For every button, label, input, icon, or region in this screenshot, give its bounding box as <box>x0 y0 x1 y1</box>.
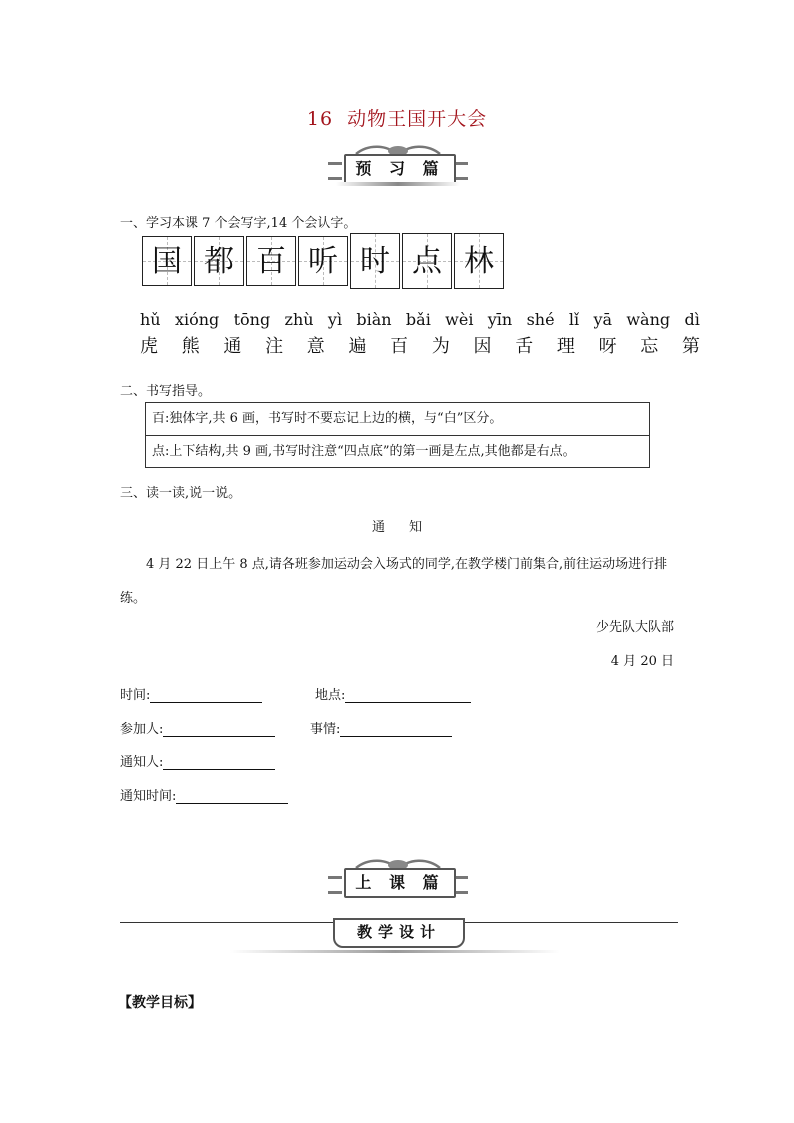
banner-wing-left <box>328 162 342 180</box>
participants-blank[interactable] <box>163 722 275 737</box>
write-char: 百 <box>256 244 286 279</box>
recognize-char: 注 <box>265 336 284 357</box>
pinyin: xióng <box>174 310 220 329</box>
divider-shadow <box>230 950 560 953</box>
time-field <box>120 684 262 703</box>
notice-signer: 少先队大队部 <box>595 620 674 635</box>
recognize-char: 百 <box>390 336 409 357</box>
writing-cell <box>402 233 452 289</box>
participants-label: 参加人: <box>120 722 164 737</box>
matter-label: 事情: <box>310 722 341 737</box>
write-char: 时 <box>360 244 390 279</box>
recognize-char: 因 <box>473 336 492 357</box>
writing-cell <box>194 236 244 286</box>
pinyin: yì <box>327 310 343 329</box>
class-banner <box>328 858 468 902</box>
writing-cell <box>350 233 400 289</box>
time-label: 时间: <box>120 688 151 703</box>
notice-date: 4 月 20 日 <box>610 654 674 669</box>
time-blank[interactable] <box>150 688 262 703</box>
pinyin: bǎi <box>405 310 431 329</box>
hanzi-row <box>140 332 700 358</box>
writing-cell <box>454 233 504 289</box>
pinyin: yīn <box>487 310 513 329</box>
recognize-char: 意 <box>306 336 325 357</box>
writing-cell <box>142 236 192 286</box>
preview-banner-label: 预 习 篇 <box>344 154 456 184</box>
recognize-char: 为 <box>431 336 450 357</box>
section3-heading: 三、读一读,说一说。 <box>120 486 242 501</box>
recognize-char: 理 <box>556 336 575 357</box>
notice-body: 4 月 22 日上午 8 点,请各班参加运动会入场式的同学,在教学楼门前集合,前往运动场进行排练。 <box>120 557 668 606</box>
lesson-number: 16 <box>306 108 334 130</box>
pinyin: wèi <box>445 310 474 329</box>
recognize-char: 忘 <box>640 336 659 357</box>
recognize-char: 通 <box>223 336 242 357</box>
writing-grid <box>142 236 506 289</box>
notifier-blank[interactable] <box>163 755 275 770</box>
matter-field <box>310 718 452 737</box>
write-char: 都 <box>204 244 234 279</box>
pinyin: hǔ <box>140 310 161 329</box>
write-char: 林 <box>464 244 494 279</box>
lesson-name: 动物王国开大会 <box>347 108 488 130</box>
write-char: 国 <box>152 244 182 279</box>
place-field <box>315 684 471 703</box>
class-banner-label: 上 课 篇 <box>344 868 456 898</box>
recognize-char: 遍 <box>348 336 367 357</box>
banner-wing-left <box>328 876 342 894</box>
notice-title: 通知 <box>371 520 446 535</box>
recognize-char: 熊 <box>181 336 200 357</box>
banner-shadow <box>336 182 460 186</box>
recognize-char: 虎 <box>140 336 158 357</box>
pinyin: tōng <box>233 310 271 329</box>
notify-time-field <box>120 785 288 804</box>
pinyin: shé <box>526 310 555 329</box>
teaching-design-tab: 教学设计 <box>333 918 465 948</box>
place-label: 地点: <box>315 688 346 703</box>
writing-cell <box>298 236 348 286</box>
section2-heading: 二、书写指导。 <box>120 384 212 399</box>
pinyin-row <box>140 310 700 329</box>
notify-time-label: 通知时间: <box>120 789 177 804</box>
recognize-char: 第 <box>681 336 700 357</box>
matter-blank[interactable] <box>340 722 452 737</box>
write-char: 点 <box>412 244 442 279</box>
pinyin: wàng <box>626 310 671 329</box>
pinyin: biàn <box>356 310 392 329</box>
objectives-heading: 【教学目标】 <box>118 995 202 1011</box>
participants-field <box>120 718 275 737</box>
notifier-field <box>120 751 275 770</box>
pinyin: dì <box>684 310 700 329</box>
pinyin: zhù <box>284 310 314 329</box>
notify-time-blank[interactable] <box>176 789 288 804</box>
recognize-char: 舌 <box>515 336 534 357</box>
writing-cell <box>246 236 296 286</box>
writing-guide-table <box>145 402 650 468</box>
guide-row: 百:独体字,共 6 画，书写时不要忘记上边的横，与“白”区分。 <box>152 411 503 426</box>
banner-wing-right <box>454 876 468 894</box>
write-char: 听 <box>308 244 338 279</box>
guide-row: 点:上下结构,共 9 画,书写时注意“四点底”的第一画是左点,其他都是右点。 <box>146 435 649 467</box>
pinyin: lǐ <box>568 310 580 329</box>
place-blank[interactable] <box>345 688 471 703</box>
lesson-title <box>0 104 794 131</box>
preview-banner <box>328 144 468 188</box>
pinyin: yā <box>593 310 613 329</box>
banner-wing-right <box>454 162 468 180</box>
recognize-char: 呀 <box>598 336 617 357</box>
notifier-label: 通知人: <box>120 755 164 770</box>
section1-heading: 一、学习本课 7 个会写字,14 个会认字。 <box>120 216 357 231</box>
